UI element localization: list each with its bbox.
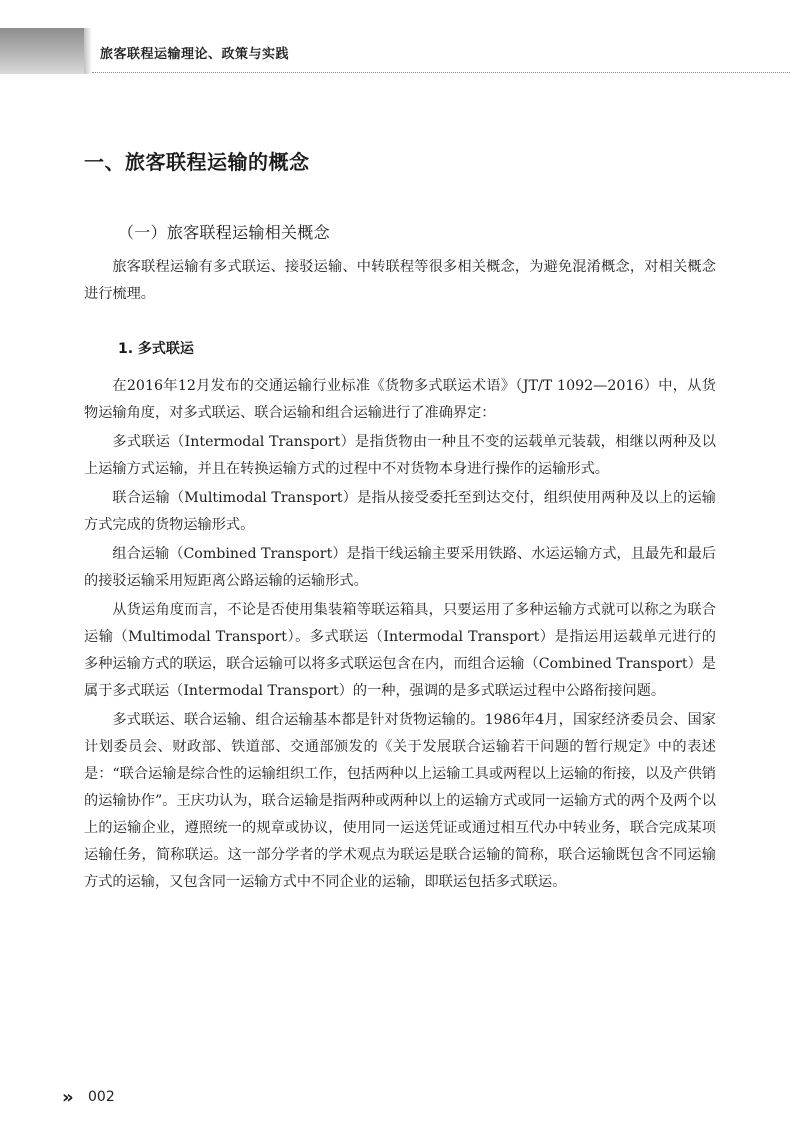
- body-paragraph: 从货运角度而言，不论是否使用集装箱等联运箱具，只要运用了多种运输方式就可以称之为联合运输（Multimodal Transport）。多式联运（Intermodal Transport）是指运用运载单元进行的多种运输方式的联运，联合运输可以将多式联运包含在内，而组合运输（Combined Transport）是属于多式联运（Intermodal Transport）的一种，强调的是多式联运过程中公路衔接问题。: [84, 602, 716, 699]
- body-text: [84, 373, 716, 898]
- footer-chevron-icon: »: [62, 1087, 74, 1108]
- body-paragraph: 多式联运、联合运输、组合运输基本都是针对货物运输的。1986年4月，国家经济委员会、国家计划委员会、财政部、铁道部、交通部颁发的《关于发展联合运输若干问题的暂行规定》中的表述是：“联合运输是综合性的运输组织工作，包括两种以上运输工具或两程以上运输的衔接，以及产供销的运输协作”。王庆功认为，联合运输是指两种或两种以上的运输方式或同一运输方式的两个及两个以上的运输企业，遵照统一的规章或协议，使用同一运送凭证或通过相互代办中转业务，联合完成某项运输任务，简称联运。这一部分学者的学术观点为联运是联合运输的简称，联合运输既包含不同运输方式的运输，又包含同一运输方式中不同企业的运输，即联运包括多式联运。: [84, 712, 716, 890]
- section-heading: 一、旅客联程运输的概念: [84, 150, 310, 174]
- intro-paragraph: 旅客联程运输有多式联运、接驳运输、中转联程等很多相关概念，为避免混淆概念，对相关概念进行梳理。: [84, 259, 716, 302]
- header-decoration-band: [0, 28, 84, 74]
- body-paragraph: 联合运输（Multimodal Transport）是指从接受委托至到达交付，组织使用两种及以上的运输方式完成的货物运输形式。: [84, 490, 716, 533]
- running-header-title: 旅客联程运输理论、政策与实践: [100, 47, 290, 62]
- body-paragraph: 在2016年12月发布的交通运输行业标准《货物多式联运术语》（JT/T 1092—2016）中，从货物运输角度，对多式联运、联合运输和组合运输进行了准确界定：: [84, 378, 716, 421]
- page-number: 002: [88, 1089, 115, 1105]
- header-rule: [92, 72, 790, 73]
- body-paragraph: 多式联运（Intermodal Transport）是指货物由一种且不变的运载单元装载，相继以两种及以上运输方式运输，并且在转换运输方式的过程中不对货物本身进行操作的运输形式。: [84, 434, 716, 477]
- body-paragraph: 组合运输（Combined Transport）是指干线运输主要采用铁路、水运运输方式，且最先和最后的接驳运输采用短距离公路运输的运输形式。: [84, 546, 716, 589]
- subsection-heading: （一）旅客联程运输相关概念: [118, 223, 330, 242]
- item-heading: 1. 多式联运: [118, 341, 194, 357]
